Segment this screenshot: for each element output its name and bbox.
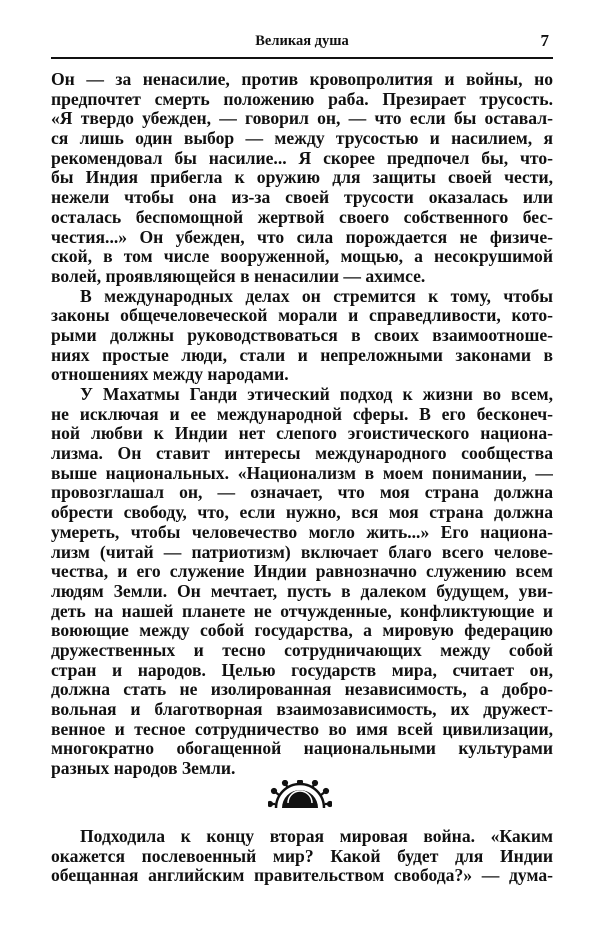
text-line: У Махатмы Ганди этический подход к жизни во всем, — [80, 385, 553, 404]
text-line: вольная и благотворная взаимозависимость, их дружест- — [51, 700, 553, 719]
text-line: обещанная английским правительством свобода?» — дума- — [51, 866, 553, 886]
text-line: осталась беспомощной жертвой своего собственного бес- — [51, 207, 553, 227]
paragraph — [51, 70, 553, 287]
text-line: разных народов Земли. — [51, 759, 236, 779]
text-line: дружественных и тесно сотрудничающих между собой — [51, 640, 553, 660]
text-line: стран и народов. Целью государств мира, считает он, — [51, 660, 553, 680]
text-line: выше национальных. «Национализм в моем понимании, — — [51, 463, 553, 483]
text-line: людям Земли. Он мечтает, пусть в далеком будущем, уви- — [51, 581, 553, 601]
text-line: нежели чтобы она из-за своей трусости оказалась или — [51, 188, 553, 208]
text-line: «Я твердо убежден, — говорил он, — что если бы оставал- — [51, 109, 553, 129]
text-line: волей, проявляющейся в ненасилии — ахимсе. — [51, 266, 426, 286]
text-line: Подходила к концу вторая мировая война. «Каким — [80, 827, 553, 846]
paragraph — [51, 827, 553, 886]
text-line: ской, в том числе вооруженной, мощью, а несокрушимой — [51, 247, 553, 267]
header-rule — [51, 57, 553, 59]
text-line: не исключая и ее международной сферы. В его бесконеч- — [51, 404, 553, 424]
paragraph — [51, 385, 553, 779]
text-line: предпочтет смерть положению раба. Презирает трусость. — [51, 89, 553, 109]
next-section-text — [51, 827, 553, 886]
text-line: законы общечеловеческой морали и справедливости, кото- — [51, 306, 553, 326]
page-number: 7 — [540, 31, 549, 50]
text-line: лизма. Он ставит интересы международного сообщества — [51, 444, 553, 464]
text-line: умереть, чтобы человечество могло жить...» Его национа- — [51, 522, 553, 542]
text-line: бы Индия прибегла к оружию для защиты своей чести, — [51, 168, 553, 188]
text-line: чества, и его служение Индии равнозначно служению всем — [51, 562, 553, 582]
text-line: провозглашал он, — означает, что моя страна должна — [51, 483, 553, 503]
paragraph — [51, 287, 553, 385]
text-line: Он — за ненасилие, против кровопролития и войны, но — [51, 70, 553, 89]
text-line: многократно обогащенной национальными культурами — [51, 739, 553, 759]
text-line: обрести свободу, что, если нужно, вся моя страна должна — [51, 503, 553, 523]
sun-ornament-icon — [268, 780, 332, 812]
running-title: Великая душа — [255, 33, 349, 49]
body-text — [51, 70, 553, 779]
text-line: воюющие между собой государства, а мировую федерацию — [51, 621, 553, 641]
text-line: должна стать не изолированная независимость, а добро- — [51, 680, 553, 700]
text-line: ся лишь один выбор — между трусостью и насилием, я — [51, 129, 553, 149]
text-line: деть на нашей планете не отчужденные, конфликтующие и — [51, 601, 553, 621]
running-header — [51, 31, 553, 55]
text-line: окажется послевоенный мир? Какой будет для Индии — [51, 846, 553, 866]
text-line: лизм (читай — патриотизм) включает благо всего челове- — [51, 542, 553, 562]
text-line: В международных делах он стремится к тому, чтобы — [80, 286, 553, 306]
text-line: ниях простые люди, стали и непреложными законами в — [51, 345, 553, 365]
text-line: рыми должны руководствоваться в своих взаимоотноше- — [51, 325, 553, 345]
text-line: венное и тесное сотрудничество во имя всей цивилизации, — [51, 719, 553, 739]
text-line: рекомендовал бы насилие... Я скорее предпочел бы, что- — [51, 148, 553, 168]
text-line: честия...» Он убежден, что сила порождается не физиче- — [51, 227, 553, 247]
text-line: отношениях между народами. — [51, 365, 289, 385]
text-line: ной любви к Индии нет слепого эгоистического национа- — [51, 424, 553, 444]
